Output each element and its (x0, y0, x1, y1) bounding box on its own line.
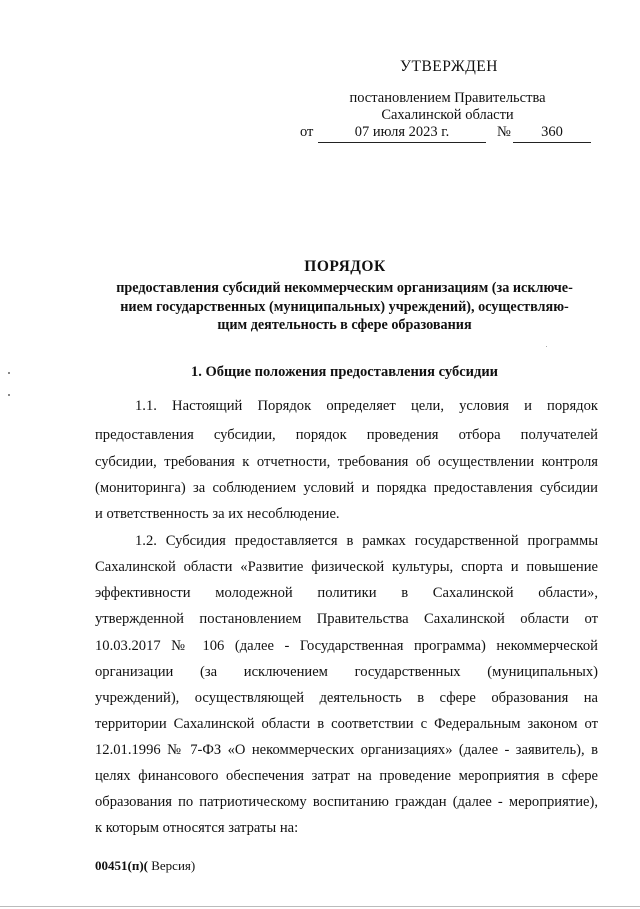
paragraph-line: (мониторинга) за соблюдением условий и порядка предоставления субсидии (95, 480, 598, 496)
document-version-label: Версия) (147, 858, 196, 873)
paragraph-line: образования по патриотическому воспитанию граждан (далее - мероприятие), (95, 794, 598, 810)
approval-number: 360 (513, 124, 591, 143)
section-heading: 1. Общие положения предоставления субсидии (190, 364, 499, 380)
paragraph-line: к которым относятся затраты на: (95, 820, 299, 836)
approval-authority-line2: Сахалинской области (381, 107, 514, 123)
document-subtitle-line: нием государственных (муниципальных) учреждений), осуществляю- (120, 298, 569, 315)
approval-from-label: от (300, 124, 314, 140)
paragraph-line: территории Сахалинской области в соответствии с Федеральным законом от (95, 716, 598, 732)
document-subtitle-line: предоставления субсидий некоммерческим организациям (за исключе- (116, 280, 573, 296)
paragraph-line: субсидии, требования к отчетности, требования об осуществлении контроля (95, 454, 598, 470)
paragraph-line: организации (за исключением государственных (муниципальных) (95, 664, 598, 680)
document-subtitle (92, 279, 597, 335)
approval-authority (300, 90, 595, 124)
paragraph-line: 12.01.1996 № 7-ФЗ «О некоммерческих организациях» (далее - заявитель), в (95, 742, 598, 758)
paragraph-line: Сахалинской области «Развитие физической культуры, спорта и повышение (95, 559, 598, 575)
approval-number-label: № (497, 124, 511, 140)
document-subtitle-line: щим деятельность в сфере образования (217, 317, 472, 333)
approval-date: 07 июля 2023 г. (318, 124, 486, 143)
approval-title: УТВЕРЖДЕН (400, 58, 498, 75)
paragraph-line: 1.2. Субсидия предоставляется в рамках государственной программы (135, 533, 598, 549)
document-code-number: 00451(п)( (95, 858, 148, 873)
document-code (95, 858, 195, 874)
scan-dot (546, 346, 547, 347)
scan-mark (8, 372, 10, 374)
paragraph-line: эффективности молодежной политики в Сахалинской области», (95, 585, 598, 601)
approval-authority-line1: постановлением Правительства (349, 90, 546, 106)
paragraph-line: предоставления субсидии, порядок проведения отбора получателей (95, 427, 598, 443)
document-title: ПОРЯДОК (304, 258, 386, 275)
paragraph-line: целях финансового обеспечения затрат на проведение мероприятия в сфере (95, 768, 598, 784)
paragraph-line: учреждений), осуществляющей деятельность в сфере образования на (95, 690, 598, 706)
scan-edge (0, 906, 640, 907)
scan-mark (8, 394, 10, 396)
paragraph-line: утвержденной постановлением Правительства Сахалинской области от (95, 611, 598, 627)
paragraph-line: и ответственность за их несоблюдение. (95, 506, 340, 522)
paragraph-line: 10.03.2017 № 106 (далее - Государственная программа) некоммерческой (95, 638, 598, 654)
approval-date-row (300, 124, 600, 146)
paragraph-line: 1.1. Настоящий Порядок определяет цели, условия и порядок (135, 398, 598, 414)
